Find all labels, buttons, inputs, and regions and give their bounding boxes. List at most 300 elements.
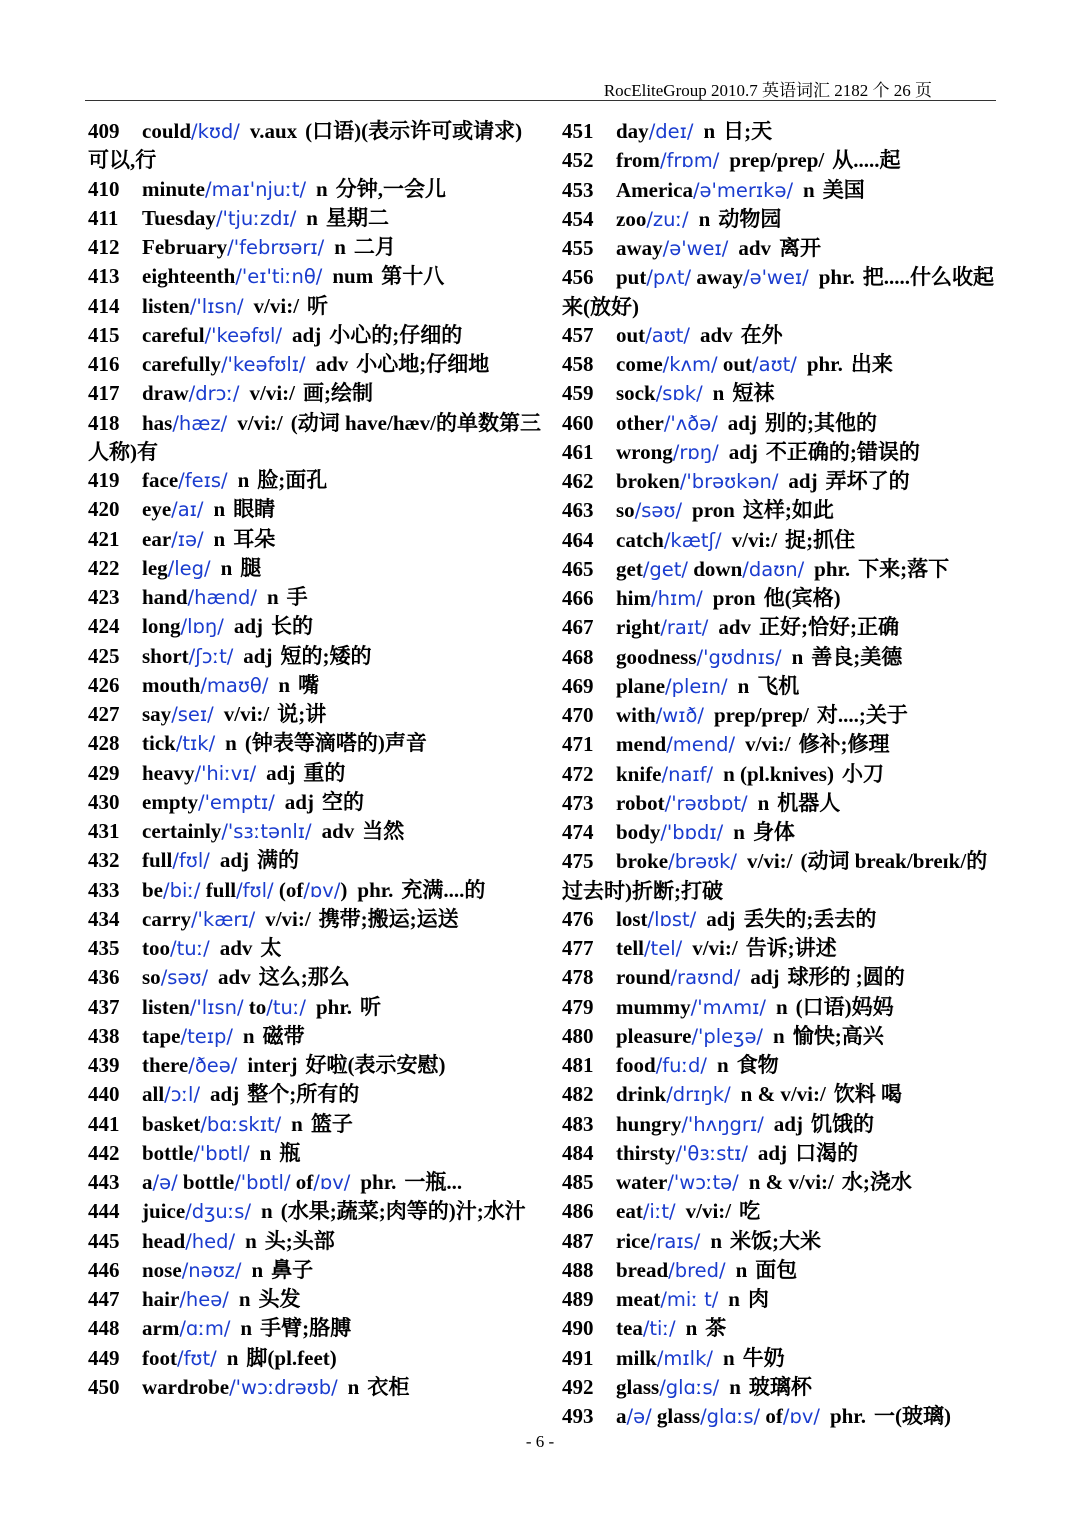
- entry-word: so: [142, 965, 161, 990]
- entry-phonetic: /frɒm/: [659, 149, 720, 173]
- entry-definition: 小心地;仔细地: [356, 352, 490, 376]
- entry-part-of-speech: adj: [750, 965, 780, 990]
- entry-word: juice: [142, 1199, 186, 1224]
- entry-word: minute: [142, 176, 205, 201]
- entry-definition: 手: [286, 585, 308, 609]
- vocab-entry: [562, 1227, 1002, 1256]
- entry-number: 423: [88, 585, 120, 609]
- entry-definition: 丢失的;丢去的: [743, 906, 877, 931]
- entry-number: 440: [88, 1082, 120, 1107]
- entry-word: carefully: [142, 352, 221, 376]
- entry-part-of-speech: n: [791, 644, 804, 669]
- entry-definition: 饥饿的: [810, 1111, 874, 1136]
- vocab-entry: [562, 818, 1002, 847]
- entry-part-of-speech: n: [703, 119, 716, 143]
- entry-phonetic: /feɪs/: [178, 469, 228, 492]
- entry-number: 457: [562, 322, 594, 347]
- entry-number: 446: [88, 1257, 120, 1282]
- entry-definition: 捉;抓住: [785, 527, 856, 552]
- entry-number: 448: [88, 1316, 120, 1341]
- entry-number: 452: [562, 148, 594, 173]
- entry-word: water: [616, 1170, 668, 1194]
- entry-number: 473: [562, 790, 594, 815]
- vocab-entry: [562, 760, 1002, 789]
- entry-number: 470: [562, 703, 594, 727]
- entry-part-of-speech: adv: [738, 236, 772, 260]
- entry-definition: 空的: [321, 789, 364, 814]
- entry-definition: 脸;面孔: [257, 468, 328, 492]
- entry-definition: (水果;蔬菜;肉等的)汁;水汁: [280, 1199, 526, 1224]
- vocab-entry: [88, 409, 543, 467]
- entry-definition: 说;讲: [277, 702, 327, 726]
- entry-number: 427: [88, 702, 120, 726]
- vocab-entry: [562, 176, 1002, 205]
- entry-phonetic: /səʊ/: [634, 499, 683, 523]
- vocab-entry: [562, 1256, 1002, 1285]
- entry-definition: 第十八: [381, 264, 445, 289]
- entry-phonetic: /fuːd/: [655, 1054, 707, 1077]
- entry-phonetic: /heə/: [179, 1288, 229, 1311]
- vocab-entry: [562, 1197, 1002, 1226]
- entry-number: 438: [88, 1023, 120, 1048]
- vocab-entry: [88, 993, 543, 1022]
- entry-number: 458: [562, 352, 594, 376]
- entry-definition: 善良;美德: [811, 644, 903, 669]
- entry-phonetic: /maʊθ/: [200, 673, 269, 697]
- entry-number: 414: [88, 293, 120, 318]
- entry-phonetic: /tel/: [643, 937, 683, 960]
- entry-phonetic: /miː t/: [660, 1288, 719, 1311]
- entry-part-of-speech: adv: [718, 615, 752, 640]
- entry-part-of-speech: n: [226, 1345, 239, 1370]
- entry-phonetic: /pleɪn/: [665, 674, 728, 698]
- entry-part-of-speech: adj: [788, 469, 818, 493]
- entry-definition: 手臂;胳膊: [260, 1316, 352, 1341]
- entry-phonetic: /tuː/: [266, 995, 306, 1019]
- entry-definition: 愉快;高兴: [792, 1023, 884, 1048]
- entry-phonetic: /ʃɔːt/: [188, 644, 234, 668]
- entry-part-of-speech: v/vi:/: [253, 293, 300, 318]
- entry-word: listen: [142, 994, 190, 1019]
- vocab-entry: [562, 205, 1002, 234]
- entry-number: 456: [562, 265, 594, 290]
- entry-word: wrong: [616, 439, 673, 464]
- entry-word: hungry: [616, 1111, 682, 1136]
- entry-phonetic: /'pleʒə/: [691, 1024, 764, 1048]
- entry-definition: 不正确的;错误的: [765, 439, 920, 464]
- vocab-entry: [562, 1285, 1002, 1314]
- entry-part-of-speech: adv: [218, 965, 251, 990]
- entry-word: glass: [651, 1404, 701, 1428]
- vocab-entry: [562, 963, 1002, 992]
- entry-part-of-speech: adv: [315, 352, 349, 376]
- vocab-entry: [88, 671, 543, 700]
- entry-phonetic: /lɒŋ/: [180, 615, 224, 639]
- entry-phonetic: /'bɒtl/: [234, 1171, 291, 1194]
- vocab-entry: [562, 379, 1002, 408]
- entry-number: 493: [562, 1404, 594, 1428]
- entry-word: out: [616, 322, 646, 347]
- entry-part-of-speech: n (pl.knives): [723, 761, 834, 786]
- entry-word: tell: [616, 936, 644, 960]
- entry-part-of-speech: n: [775, 994, 788, 1019]
- entry-definition: 从.....起: [832, 148, 901, 173]
- entry-phonetic: /'hʌŋgrɪ/: [681, 1112, 764, 1136]
- entry-phonetic: /zuː/: [646, 207, 689, 231]
- entry-phonetic: /'θɜːstɪ/: [675, 1141, 748, 1165]
- entry-phonetic: /raɪs/: [649, 1229, 701, 1253]
- entry-word: bottle: [177, 1170, 235, 1194]
- entry-part-of-speech: adv: [219, 936, 253, 960]
- entry-definition: 肉: [747, 1287, 769, 1311]
- entry-number: 443: [88, 1170, 120, 1194]
- entry-phonetic: /naɪf/: [661, 762, 714, 786]
- entry-number: 489: [562, 1287, 594, 1311]
- entry-word: be: [142, 877, 163, 902]
- entry-phonetic: /lɒst/: [647, 907, 697, 931]
- entry-part-of-speech: n: [225, 731, 237, 756]
- entry-part-of-speech: n: [773, 1023, 785, 1048]
- entry-phonetic: /'kærɪ/: [190, 907, 256, 931]
- entry-phonetic: /'mʌmɪ/: [690, 995, 766, 1019]
- entry-part-of-speech: n: [220, 555, 233, 580]
- entry-part-of-speech: adj: [757, 1140, 788, 1165]
- entry-part-of-speech: n: [306, 205, 318, 230]
- entry-phonetic: /'rəʊbɒt/: [664, 791, 748, 815]
- entry-part-of-speech: n: [710, 1228, 722, 1253]
- entry-part-of-speech: n: [291, 1111, 303, 1136]
- entry-phonetic: /'keəfʊlɪ/: [220, 353, 306, 376]
- entry-definition: 玻璃杯: [748, 1374, 812, 1399]
- entry-number: 461: [562, 439, 594, 464]
- entry-word: leg: [142, 555, 168, 580]
- entry-word: nose: [142, 1257, 182, 1282]
- entry-part-of-speech: pron: [692, 498, 735, 523]
- entry-part-of-speech: n: [240, 1316, 253, 1341]
- entry-phonetic: /daʊn/: [742, 557, 805, 581]
- entry-phonetic: /iːt/: [642, 1200, 676, 1224]
- entry-phonetic: /fʊt/: [177, 1346, 217, 1370]
- entry-definition: 好啦(表示安慰): [305, 1053, 446, 1077]
- entry-part-of-speech: prep/prep/: [729, 148, 825, 173]
- entry-definition: 这样;如此: [742, 498, 834, 523]
- entry-word: drink: [616, 1082, 667, 1107]
- entry-number: 492: [562, 1374, 594, 1399]
- header-rule: [85, 100, 996, 101]
- entry-number: 463: [562, 498, 594, 523]
- entry-word: (of: [273, 877, 304, 902]
- entry-part-of-speech: n: [733, 820, 745, 844]
- entry-word: a: [142, 1170, 153, 1194]
- entry-part-of-speech: adj: [773, 1111, 803, 1136]
- entry-part-of-speech: adj: [243, 643, 273, 668]
- entry-definition: 篮子: [310, 1111, 353, 1136]
- vocab-entry: [562, 643, 1002, 672]
- entry-number: 437: [88, 994, 120, 1019]
- entry-part-of-speech: prep/prep/: [713, 703, 809, 727]
- entry-word: broke: [616, 849, 669, 874]
- entry-word: foot: [142, 1345, 177, 1370]
- entry-phonetic: /'wɔːdrəʊb/: [229, 1375, 338, 1399]
- entry-definition: 短袜: [732, 381, 775, 406]
- vocab-entry: [88, 1314, 543, 1343]
- entry-number: 474: [562, 820, 594, 844]
- entry-part-of-speech: n: [213, 497, 226, 522]
- vocab-entry: [88, 466, 543, 495]
- entry-part-of-speech: phr.: [316, 994, 353, 1019]
- vocab-entry: [88, 262, 543, 291]
- entry-word: lost: [616, 906, 648, 931]
- entry-part-of-speech: v/vi:/: [745, 732, 791, 757]
- entry-number: 479: [562, 994, 594, 1019]
- entry-phonetic: /ə'weɪ/: [662, 237, 729, 260]
- entry-part-of-speech: v/vi:/: [265, 906, 311, 931]
- entry-phonetic: /'sɜːtənlɪ/: [221, 820, 312, 843]
- entry-phonetic: /'wɔːtə/: [667, 1171, 739, 1194]
- entry-definition: 眼睛: [233, 497, 276, 522]
- entry-word: away: [616, 236, 663, 260]
- vocab-entry: [88, 583, 543, 612]
- vocab-entry: [562, 1373, 1002, 1402]
- entry-phonetic: /biː/: [163, 878, 201, 902]
- entry-part-of-speech: n: [735, 1257, 748, 1282]
- entry-number: 477: [562, 936, 594, 960]
- entry-part-of-speech: v/vi:/: [223, 702, 270, 726]
- entry-number: 483: [562, 1111, 594, 1136]
- entry-part-of-speech: adj: [219, 848, 249, 873]
- vocab-entry: [562, 993, 1002, 1022]
- vocab-entry: [88, 1139, 543, 1168]
- vocab-entry: [562, 234, 1002, 263]
- vocab-entry: [88, 117, 543, 175]
- vocab-entry: [562, 1344, 1002, 1373]
- vocab-entry: [88, 642, 543, 671]
- entry-word: mend: [616, 732, 667, 757]
- entry-part-of-speech: adv: [321, 819, 355, 843]
- entry-word: full: [142, 848, 173, 873]
- entry-word: tape: [142, 1023, 181, 1048]
- vocab-entry: [562, 1022, 1002, 1051]
- entry-definition: 一(玻璃): [873, 1404, 951, 1428]
- entry-definition: 离开: [779, 236, 822, 260]
- vocab-entry: [562, 117, 1002, 146]
- entry-number: 469: [562, 673, 594, 698]
- entry-definition: 弄坏了的: [825, 469, 910, 493]
- entry-phonetic: /'ʌðə/: [663, 411, 718, 435]
- entry-part-of-speech: phr.: [360, 1170, 397, 1194]
- entry-definition: 头发: [258, 1287, 301, 1311]
- entry-word: bottle: [142, 1140, 194, 1165]
- entry-number: 482: [562, 1082, 594, 1107]
- entry-phonetic: /'febrʊərɪ/: [227, 236, 325, 259]
- entry-number: 447: [88, 1287, 120, 1311]
- entry-definition: 耳朵: [233, 526, 276, 551]
- entry-phonetic: /'lɪsn/: [189, 995, 244, 1019]
- vocab-entry: [562, 1314, 1002, 1343]
- vocab-entry: [88, 495, 543, 524]
- entry-phonetic: /ɒv/: [313, 1171, 351, 1194]
- entry-definition: 听: [307, 293, 329, 318]
- entry-part-of-speech: n: [266, 585, 279, 609]
- entry-part-of-speech: v/vi:/: [237, 410, 283, 435]
- entry-part-of-speech: n: [757, 790, 770, 815]
- entry-part-of-speech: phr.: [814, 556, 851, 581]
- entry-part-of-speech: n: [259, 1140, 272, 1165]
- entry-definition: 在外: [740, 322, 783, 347]
- vocab-entry: [88, 204, 543, 233]
- entry-word: eat: [616, 1199, 643, 1224]
- entry-number: 459: [562, 381, 594, 406]
- entry-definition: 他(宾格): [763, 586, 841, 610]
- entry-word: wardrobe: [142, 1374, 230, 1399]
- entry-part-of-speech: n: [242, 1023, 255, 1048]
- entry-definition: 对....;关于: [816, 703, 908, 727]
- entry-number: 445: [88, 1228, 120, 1253]
- entry-word: milk: [616, 1345, 657, 1370]
- entry-number: 455: [562, 236, 594, 260]
- entry-number: 436: [88, 965, 120, 990]
- entry-phonetic: /kʌm/: [662, 353, 718, 376]
- entry-definition: 饮料 喝: [833, 1082, 903, 1107]
- entry-definition: (口语)(表示许可或请求)可以,行: [88, 119, 523, 173]
- entry-word: Tuesday: [142, 205, 216, 230]
- vocab-entry: [88, 612, 543, 641]
- entry-word: rice: [616, 1228, 650, 1253]
- entry-part-of-speech: n: [261, 1199, 273, 1224]
- entry-number: 425: [88, 643, 120, 668]
- vocab-entry: [88, 554, 543, 583]
- entry-word: arm: [142, 1316, 180, 1341]
- entry-phonetic: /'eɪ'tiːnθ/: [235, 265, 323, 289]
- vocab-entry: [88, 934, 543, 963]
- entry-number: 439: [88, 1053, 120, 1077]
- entry-definition: 脚(pl.feet): [246, 1345, 337, 1370]
- entry-number: 418: [88, 410, 120, 435]
- entry-number: 488: [562, 1257, 594, 1282]
- entry-phonetic: /mend/: [666, 733, 736, 757]
- entry-part-of-speech: phr.: [818, 265, 855, 290]
- entry-word: tea: [616, 1316, 643, 1341]
- vocab-entry: [562, 350, 1002, 379]
- entry-word: out: [717, 352, 753, 376]
- entry-word: heavy: [142, 760, 195, 785]
- vocab-entry: [562, 409, 1002, 438]
- entry-word: sock: [616, 381, 656, 406]
- entry-part-of-speech: n: [347, 1374, 360, 1399]
- entry-phonetic: /hæz/: [172, 411, 228, 435]
- entry-phonetic: /drɪŋk/: [666, 1083, 731, 1107]
- entry-word: mouth: [142, 672, 201, 697]
- entry-definition: 飞机: [757, 673, 800, 698]
- entry-phonetic: /ə'weɪ/: [743, 266, 809, 290]
- entry-word: put: [616, 265, 647, 290]
- entry-phonetic: /tuː/: [170, 937, 210, 960]
- entry-definition: 日;天: [723, 119, 773, 143]
- vocab-entry: [88, 1285, 543, 1314]
- vocab-entry: [88, 233, 543, 262]
- entry-phonetic: /'brəʊkən/: [679, 470, 779, 493]
- vocab-entry: [88, 1197, 543, 1226]
- entry-definition: 二月: [353, 235, 396, 259]
- entry-phonetic: /deɪ/: [648, 120, 694, 143]
- entry-definition: 一瓶...: [404, 1170, 463, 1194]
- vocab-entry: [562, 496, 1002, 525]
- entry-number: 451: [562, 119, 594, 143]
- entry-phonetic: /drɔː/: [188, 382, 240, 406]
- entry-number: 460: [562, 410, 594, 435]
- vocab-entry: [88, 1110, 543, 1139]
- entry-number: 480: [562, 1023, 594, 1048]
- entry-phonetic: /raʊnd/: [670, 966, 741, 990]
- vocab-entry: [88, 379, 543, 408]
- entry-number: 426: [88, 672, 120, 697]
- vocab-entry: [88, 1227, 543, 1256]
- entry-word: tick: [142, 731, 176, 756]
- entry-number: 485: [562, 1170, 594, 1194]
- entry-part-of-speech: n & v/vi:/: [748, 1170, 834, 1194]
- entry-word: meat: [616, 1287, 661, 1311]
- entry-number: 478: [562, 965, 594, 990]
- entry-phonetic: /'emptɪ/: [198, 790, 275, 814]
- entry-phonetic: /maɪ'njuːt/: [205, 177, 307, 201]
- entry-number: 416: [88, 352, 120, 376]
- entry-part-of-speech: n: [251, 1257, 264, 1282]
- entry-part-of-speech: phr.: [829, 1404, 866, 1428]
- vocab-entry: [88, 729, 543, 758]
- entry-word: so: [616, 498, 635, 523]
- entry-word: of: [760, 1404, 783, 1428]
- entry-phonetic: /'gʊdnɪs/: [696, 645, 782, 669]
- entry-phonetic: /'tjuːzdɪ/: [215, 206, 297, 230]
- entry-phonetic: /hænd/: [187, 586, 257, 609]
- entry-part-of-speech: pron: [712, 586, 756, 610]
- entry-phonetic: /ðeə/: [188, 1054, 238, 1077]
- vocab-entry: [88, 846, 543, 875]
- entry-phonetic: /brəʊk/: [668, 850, 737, 874]
- entry-number: 409: [88, 119, 120, 143]
- vocab-column-left: [88, 117, 543, 1402]
- entry-definition: 重的: [303, 760, 346, 785]
- entry-definition: 小心的;仔细的: [329, 322, 463, 347]
- entry-word: America: [616, 177, 693, 202]
- entry-part-of-speech: adv: [699, 322, 733, 347]
- entry-definition: 机器人: [777, 790, 841, 815]
- vocab-entry: [88, 876, 543, 905]
- entry-definition: 口渴的: [795, 1140, 859, 1165]
- entry-word: carry: [142, 906, 191, 931]
- entry-word: away: [691, 265, 743, 290]
- entry-phonetic: /teɪp/: [180, 1024, 233, 1048]
- entry-word: all: [142, 1082, 165, 1107]
- vocab-entry: [562, 321, 1002, 350]
- entry-word: has: [142, 410, 173, 435]
- entry-word: day: [616, 119, 649, 143]
- entry-definition: (口语)妈妈: [795, 994, 894, 1019]
- entry-number: 468: [562, 644, 594, 669]
- entry-number: 433: [88, 877, 120, 902]
- entry-word: thirsty: [616, 1140, 676, 1165]
- entry-number: 430: [88, 789, 120, 814]
- entry-number: 435: [88, 936, 120, 960]
- entry-number: 450: [88, 1374, 120, 1399]
- entry-number: 464: [562, 527, 594, 552]
- entry-word: get: [616, 556, 643, 581]
- vocab-entry: [88, 350, 543, 379]
- entry-number: 422: [88, 555, 120, 580]
- entry-definition: 正好;恰好;正确: [759, 615, 900, 640]
- entry-phonetic: /'bɒtl/: [193, 1141, 250, 1165]
- entry-phonetic: /'keəfʊl/: [204, 323, 283, 347]
